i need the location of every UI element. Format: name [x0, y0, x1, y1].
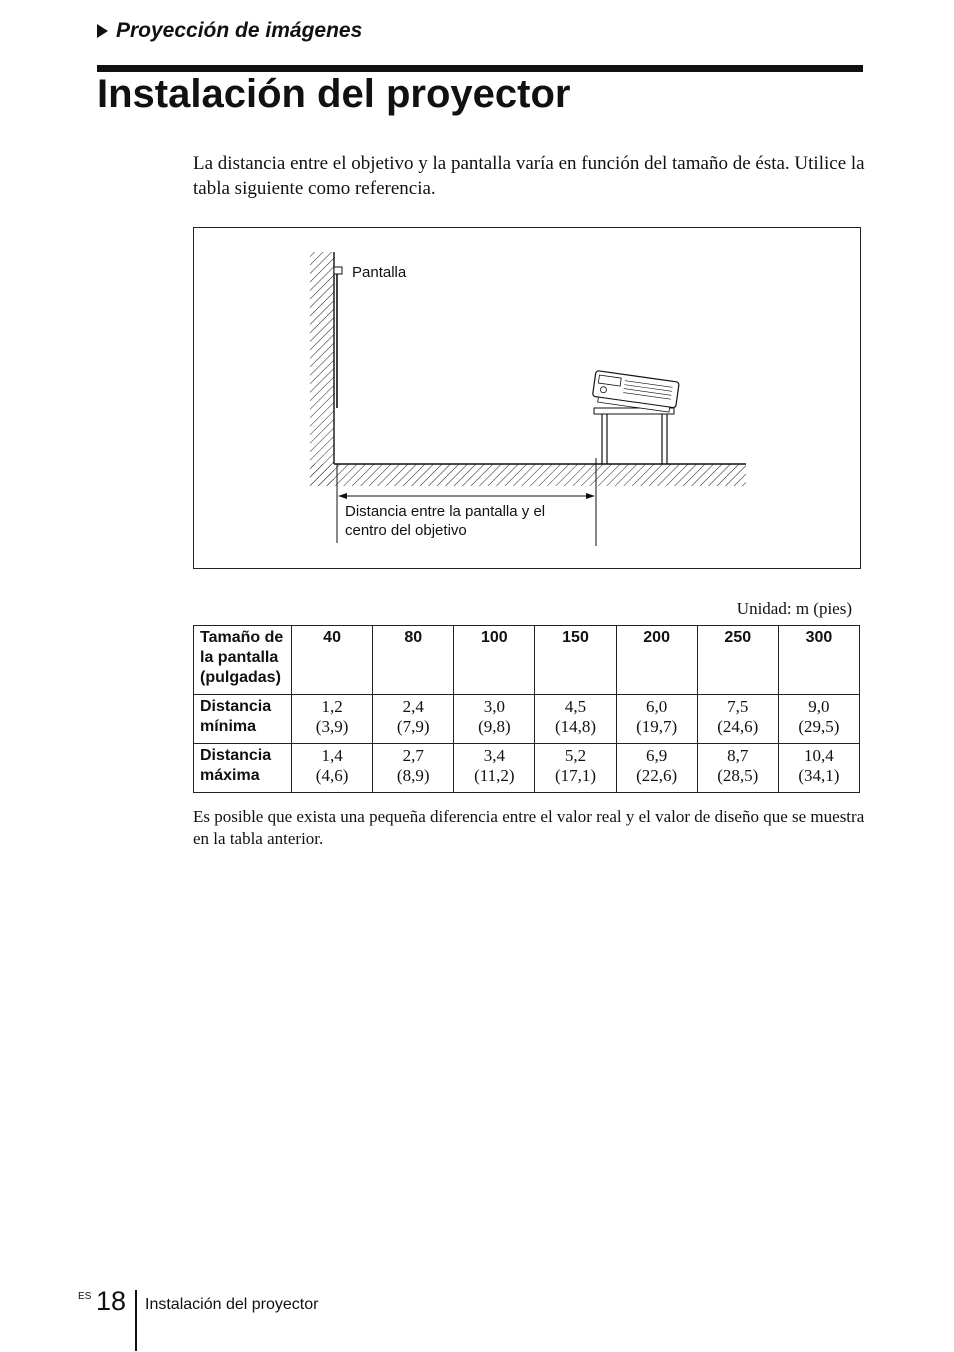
meters-value: 6,0: [646, 697, 668, 716]
feet-value: (29,5): [798, 717, 840, 736]
intro-paragraph: La distancia entre el objetivo y la pantalla varía en función del tamaño de ésta. Utilice la tabla siguiente como referencia.: [193, 153, 865, 199]
distance-label-line1: Distancia entre la pantalla y el: [345, 503, 546, 520]
min-distance-cell: [373, 695, 454, 744]
max-distance-cell: [616, 744, 697, 793]
table-row: [194, 744, 860, 793]
size-cell: 100: [454, 626, 535, 695]
unit-note: Unidad: m (pies): [736, 599, 852, 618]
feet-value: (19,7): [636, 717, 678, 736]
size-cell: 300: [778, 626, 859, 695]
feet-value: (17,1): [554, 766, 597, 785]
min-distance-cell: [454, 695, 535, 744]
min-distance-cell: [292, 695, 373, 744]
max-distance-cell: [373, 744, 454, 793]
min-distance-row-header: [194, 695, 292, 744]
size-cell: 200: [616, 626, 697, 695]
screen-top-mount: [334, 267, 342, 274]
meters-value: 3,4: [483, 746, 505, 765]
feet-value: (4,6): [315, 766, 349, 785]
meters-value: 6,9: [646, 746, 668, 765]
feet-value: (11,2): [474, 766, 515, 785]
meters-value: 8,7: [727, 746, 749, 765]
min-header-line: mínima: [200, 718, 257, 735]
footer-divider: [135, 1290, 137, 1351]
feet-value: (7,9): [396, 717, 430, 736]
size-header-line: (pulgadas): [200, 669, 281, 686]
meters-value: 3,0: [483, 697, 505, 716]
distance-label-line2: centro del objetivo: [345, 522, 467, 539]
table-row: [194, 626, 860, 695]
meters-value: 4,5: [564, 697, 587, 716]
feet-value: (24,6): [717, 717, 759, 736]
feet-value: (28,5): [717, 766, 759, 785]
feet-value: (9,8): [478, 717, 511, 736]
min-distance-cell: [697, 695, 778, 744]
table-note: Es posible que exista una pequeña diferencia entre el valor real y el valor de diseño que se muestra en la tabla anterior.: [193, 807, 865, 848]
header-rule: [97, 65, 863, 72]
footer-language-code: ES: [78, 1291, 92, 1302]
wall-hatch: [310, 252, 334, 486]
max-distance-cell: [535, 744, 616, 793]
size-row-header: [194, 626, 292, 695]
meters-value: 9,0: [808, 697, 830, 716]
max-distance-cell: [697, 744, 778, 793]
feet-value: (3,9): [315, 717, 349, 736]
meters-value: 1,2: [321, 697, 343, 716]
max-distance-row-header: [194, 744, 292, 793]
size-cell: 40: [292, 626, 373, 695]
size-header-line: la pantalla: [200, 649, 279, 666]
size-cell: 80: [373, 626, 454, 695]
size-header-line: Tamaño de: [200, 629, 284, 646]
meters-value: 7,5: [727, 697, 749, 716]
meters-value: 10,4: [804, 746, 834, 765]
projector-icon: [592, 371, 679, 413]
page-number: 18: [96, 1286, 127, 1316]
max-distance-cell: [778, 744, 859, 793]
max-distance-cell: [292, 744, 373, 793]
feet-value: (14,8): [554, 717, 597, 736]
meters-value: 1,4: [321, 746, 343, 765]
size-cell: 250: [697, 626, 778, 695]
footer-title: Instalación del proyector: [145, 1296, 319, 1313]
dimension-arrow-right: [586, 493, 595, 499]
max-header-line: máxima: [200, 767, 260, 784]
min-distance-cell: [778, 695, 859, 744]
distance-label: [345, 502, 545, 540]
meters-value: 2,7: [402, 746, 424, 765]
section-header-text: Proyección de imágenes: [116, 19, 363, 42]
feet-value: (22,6): [636, 766, 678, 785]
screen-label: Pantalla: [352, 264, 407, 281]
min-distance-cell: [535, 695, 616, 744]
min-distance-cell: [616, 695, 697, 744]
min-header-line: Distancia: [200, 698, 272, 715]
installation-diagram: [193, 227, 861, 569]
max-header-line: Distancia: [200, 747, 272, 764]
max-distance-cell: [454, 744, 535, 793]
section-header: [97, 19, 362, 43]
page-title: Instalación del proyector: [97, 72, 571, 116]
floor-hatch: [310, 464, 746, 486]
meters-value: 2,4: [402, 697, 424, 716]
feet-value: (8,9): [396, 766, 430, 785]
meters-value: 5,2: [564, 746, 587, 765]
size-cell: 150: [535, 626, 616, 695]
dimension-arrow-left: [338, 493, 347, 499]
triangle-bullet-icon: [97, 24, 108, 38]
table-row: [194, 695, 860, 744]
feet-value: (34,1): [798, 766, 840, 785]
distance-table: [193, 625, 860, 793]
